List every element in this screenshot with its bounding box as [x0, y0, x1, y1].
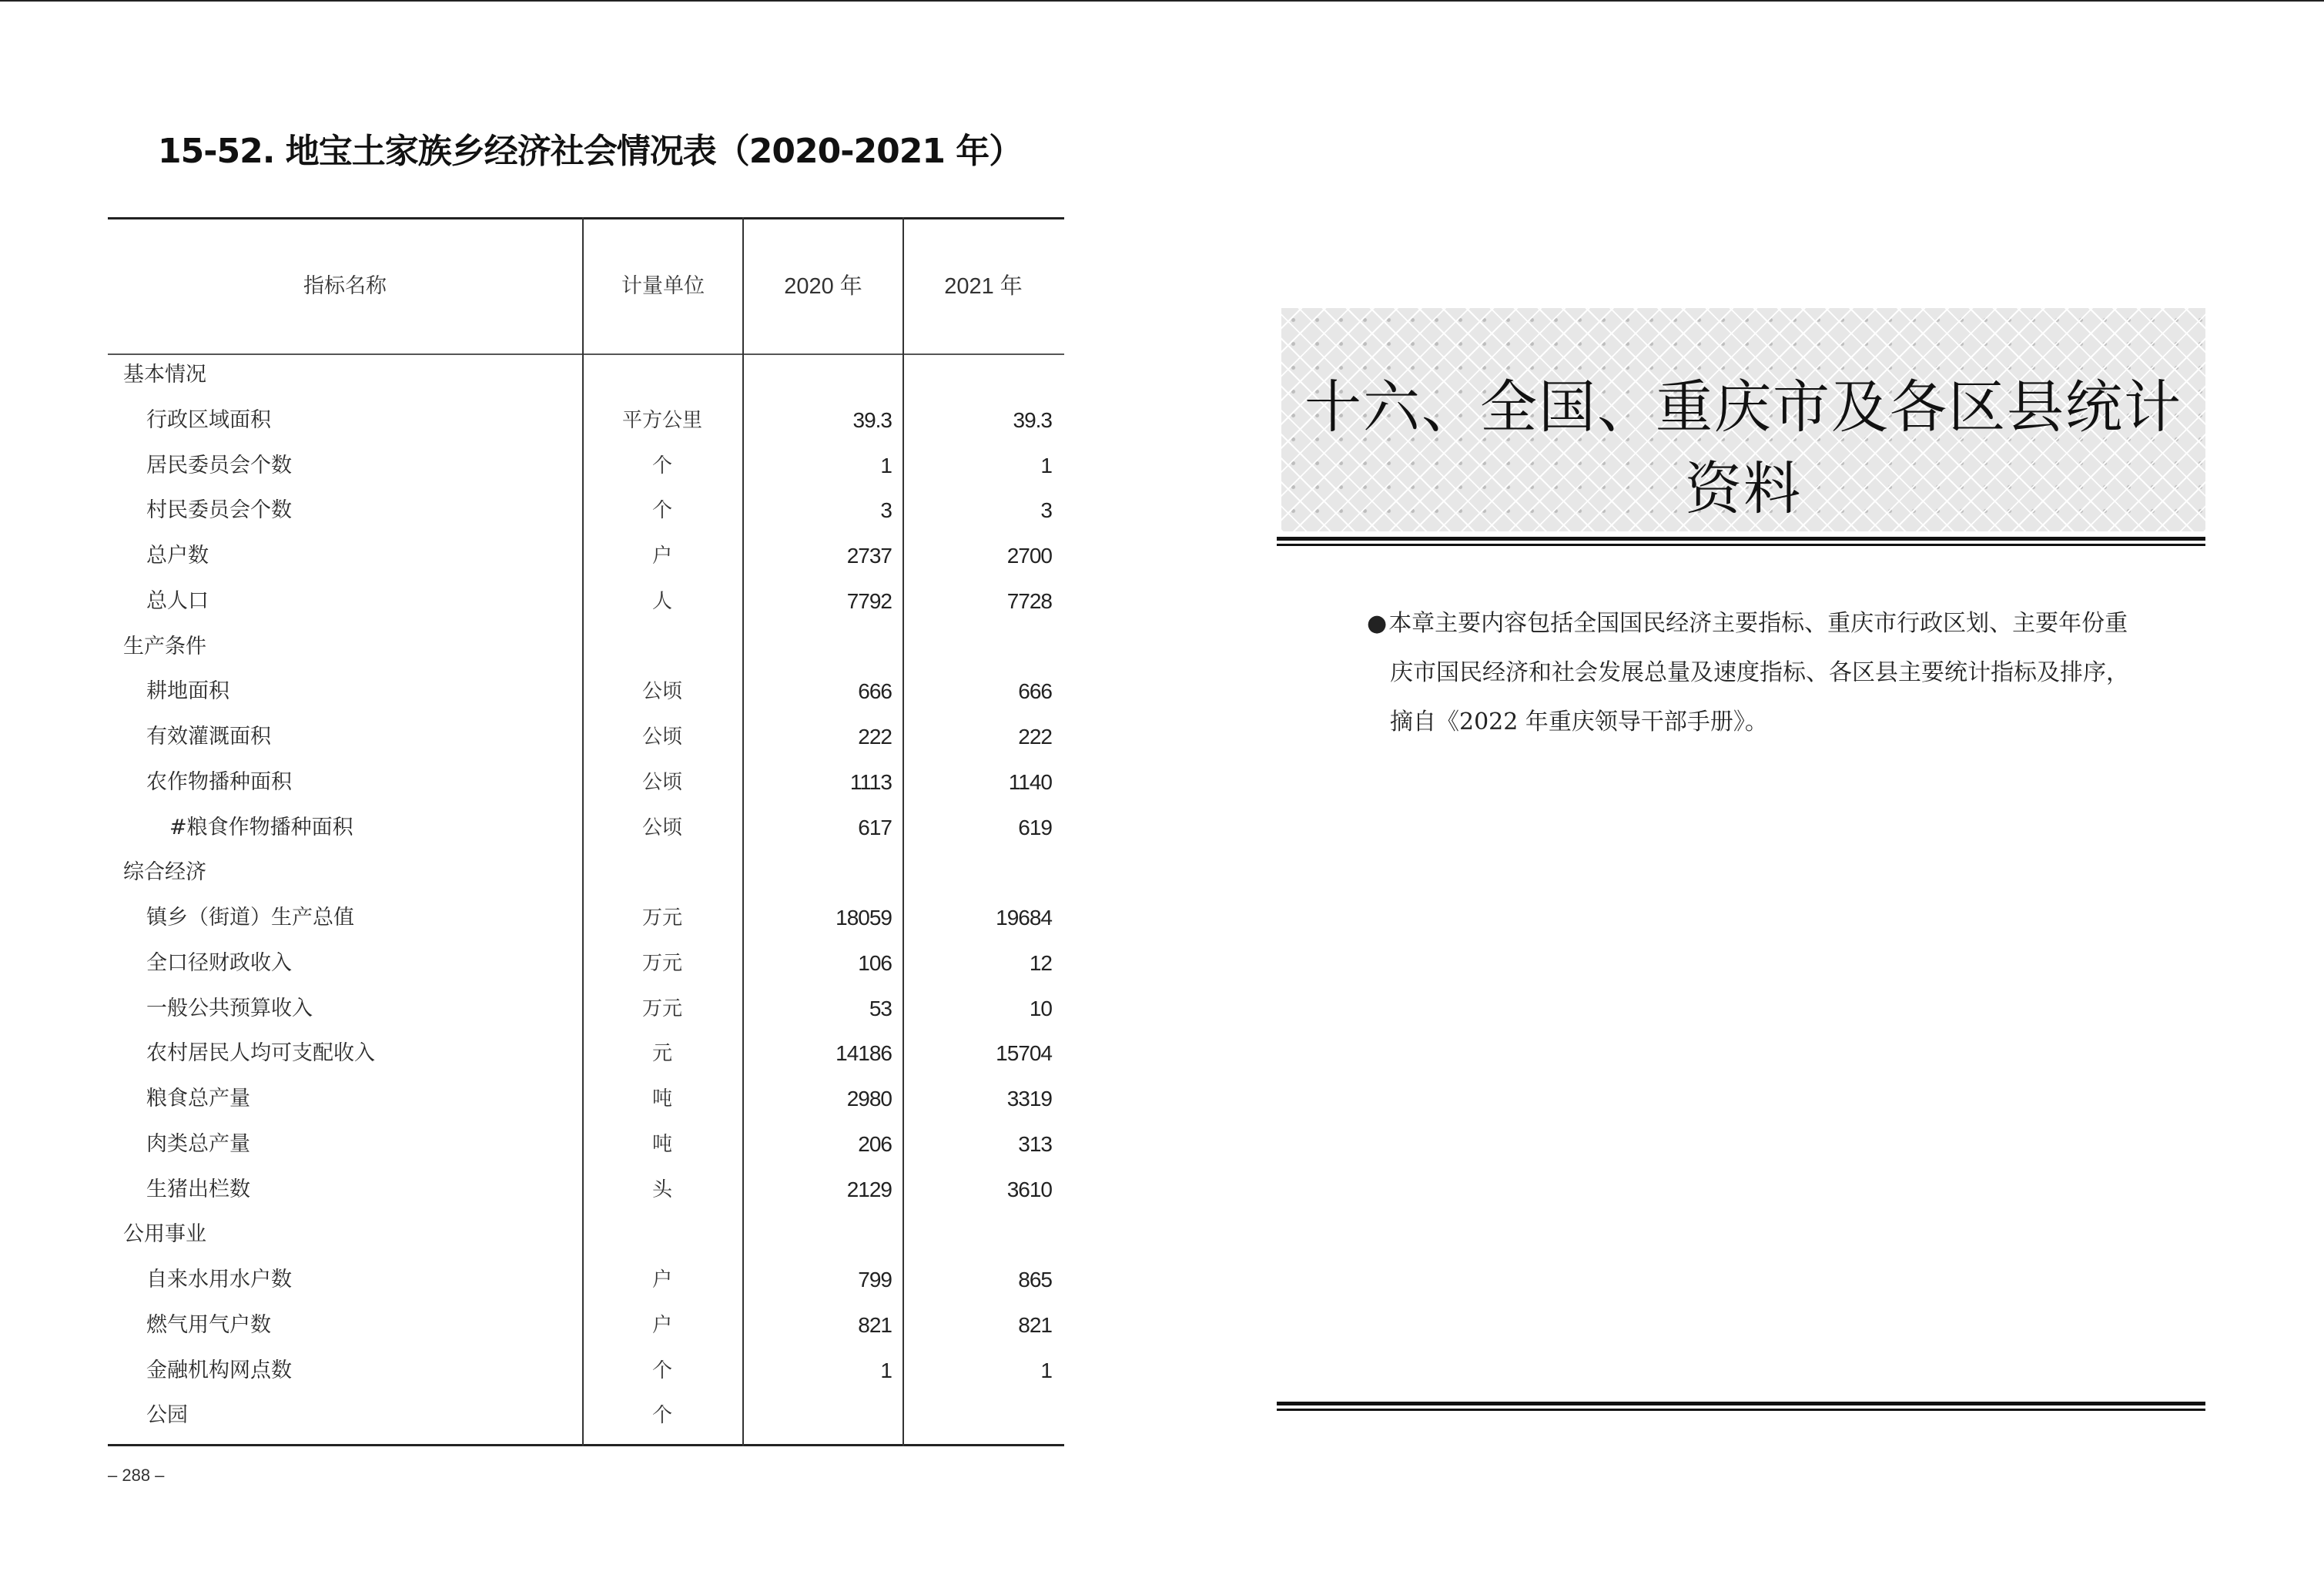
row-unit: 万元: [641, 906, 682, 930]
row-value-2020: [741, 850, 892, 896]
row-unit: 平方公里: [621, 408, 702, 432]
row-value-2021: [901, 850, 1052, 896]
row-unit: 户: [651, 1313, 672, 1337]
page-top-rule: [0, 0, 2324, 2]
table-row: [108, 669, 1064, 715]
row-unit: [584, 625, 741, 670]
row-value-2021: [901, 625, 1052, 670]
row-value-2021: [901, 1212, 1052, 1258]
row-value-2021: 3610: [1006, 1177, 1052, 1201]
row-value-2021: 1: [1040, 1358, 1052, 1382]
table-row: [108, 488, 1064, 534]
row-value-2021: 3: [1040, 498, 1052, 523]
row-unit: [584, 1212, 741, 1258]
row-unit: 吨: [651, 1132, 672, 1156]
row-value-2021: 7728: [1006, 588, 1052, 613]
table-row: [108, 1258, 1064, 1303]
row-unit: [584, 850, 741, 896]
row-value-2021: 2700: [1006, 544, 1052, 568]
row-value-2020: 1: [880, 453, 892, 477]
row-value-2021: [901, 353, 1052, 398]
row-value-2020: 106: [858, 950, 892, 975]
row-value-2021: 10: [1029, 996, 1052, 1020]
row-name: 居民委员会个数: [146, 453, 292, 477]
row-value-2020: 53: [869, 996, 892, 1020]
row-name: 基本情况: [123, 363, 206, 387]
table-title: 15-52. 地宝土家族乡经济社会情况表（2020-2021 年）: [158, 132, 1023, 171]
row-value-2020: 222: [858, 725, 892, 749]
chapter-rule-top: [1277, 537, 2205, 547]
table-row: [108, 398, 1064, 444]
row-value-2021: 821: [1018, 1312, 1052, 1337]
row-unit: 公顷: [641, 680, 682, 704]
row-value-2021: 666: [1018, 679, 1052, 704]
row-name: 生猪出栏数: [146, 1177, 250, 1201]
row-value-2020: 1113: [849, 769, 892, 794]
row-unit: 元: [651, 1042, 672, 1066]
row-value-2020: 206: [858, 1131, 892, 1156]
summary-line-3: 摘自《2022 年重庆领导干部手册》。: [1390, 709, 1768, 735]
row-unit: 公顷: [641, 770, 682, 794]
table-row: [108, 806, 1064, 851]
row-value-2020: [741, 1212, 892, 1258]
row-name: 村民委员会个数: [146, 498, 292, 523]
row-value-2021: 19684: [996, 906, 1052, 930]
row-name: 农作物播种面积: [146, 769, 292, 794]
row-unit: 个: [651, 1359, 672, 1382]
row-unit: 个: [651, 499, 672, 523]
row-value-2021: 313: [1018, 1131, 1052, 1156]
row-value-2021: 3319: [1006, 1087, 1052, 1111]
row-name: 粮食总产量: [146, 1087, 250, 1111]
row-unit: 户: [651, 544, 672, 568]
bullet-icon: ●: [1367, 610, 1388, 637]
row-unit: 头: [651, 1178, 672, 1201]
row-name: 燃气用气户数: [146, 1312, 271, 1337]
table-section-row: [108, 625, 1064, 670]
table-body: [108, 353, 1064, 1439]
row-name: 耕地面积: [146, 679, 229, 704]
row-value-2021: [901, 1393, 1052, 1439]
row-unit: 人: [651, 589, 672, 613]
row-value-2020: 821: [858, 1312, 892, 1337]
row-value-2020: 1: [880, 1358, 892, 1382]
row-name: 镇乡（街道）生产总值: [146, 906, 354, 930]
table-row: [108, 941, 1064, 987]
row-unit: 个: [651, 1404, 672, 1428]
chapter-title: 十六、全国、重庆市及各区县统计资料: [1304, 374, 2182, 522]
header-unit: 计量单位: [621, 274, 705, 298]
row-value-2020: 3: [880, 498, 892, 523]
row-value-2020: 2737: [846, 544, 892, 568]
row-value-2021: 39.3: [1013, 407, 1052, 432]
row-name: 农村居民人均可支配收入: [146, 1041, 375, 1066]
row-name: 一般公共预算收入: [146, 996, 313, 1020]
row-value-2021: 1: [1040, 453, 1052, 477]
table-row: [108, 1077, 1064, 1122]
header-year-2021: 2021 年: [944, 274, 1023, 299]
table-row: [108, 1031, 1064, 1077]
chapter-rule-bottom: [1277, 1402, 2205, 1412]
row-name: #粮食作物播种面积: [169, 815, 353, 839]
row-name: 行政区域面积: [146, 407, 271, 432]
row-unit: 吨: [651, 1087, 672, 1111]
row-name: 公用事业: [123, 1222, 206, 1247]
table-row: [108, 760, 1064, 806]
row-value-2020: [741, 625, 892, 670]
row-name: 全口径财政收入: [146, 950, 292, 975]
chapter-summary: [1367, 599, 2152, 747]
row-name: 综合经济: [123, 860, 206, 885]
table-bottom-rule: [108, 1444, 1064, 1446]
row-value-2020: 2980: [846, 1087, 892, 1111]
row-value-2020: 2129: [846, 1177, 892, 1201]
table-row: [108, 1122, 1064, 1168]
row-value-2020: 666: [858, 679, 892, 704]
table-section-row: [108, 850, 1064, 896]
row-value-2020: [741, 1393, 892, 1439]
table-row: [108, 715, 1064, 760]
row-value-2020: 14186: [836, 1041, 892, 1066]
table-row: [108, 1168, 1064, 1213]
table-section-row: [108, 1212, 1064, 1258]
row-value-2021: 12: [1029, 950, 1052, 975]
summary-line-2: 庆市国民经济和社会发展总量及速度指标、各区县主要统计指标及排序，: [1390, 659, 2129, 686]
row-unit: 万元: [641, 951, 682, 975]
row-value-2021: 222: [1018, 725, 1052, 749]
row-value-2021: 619: [1018, 815, 1052, 839]
row-name: 生产条件: [123, 634, 206, 658]
row-value-2021: 15704: [996, 1041, 1052, 1066]
row-name: 公园: [146, 1403, 188, 1428]
row-unit: 户: [651, 1268, 672, 1292]
table-row: [108, 579, 1064, 625]
row-unit: 公顷: [641, 816, 682, 839]
table-row: [108, 1348, 1064, 1394]
row-unit: [584, 353, 741, 398]
row-name: 金融机构网点数: [146, 1358, 292, 1382]
table-row: [108, 1393, 1064, 1439]
row-value-2020: [741, 353, 892, 398]
table-top-rule: [108, 217, 1064, 219]
row-value-2020: 18059: [836, 906, 892, 930]
table-row: [108, 896, 1064, 941]
row-value-2021: 1140: [1008, 769, 1052, 794]
summary-line-1: ●本章主要内容包括全国国民经济主要指标、重庆市行政区划、主要年份重: [1367, 610, 2128, 637]
row-unit: 个: [651, 454, 672, 477]
row-name: 肉类总产量: [146, 1131, 250, 1156]
row-name: 自来水用水户数: [146, 1268, 292, 1292]
row-value-2021: 865: [1018, 1268, 1052, 1292]
table-row: [108, 534, 1064, 579]
row-value-2020: 7792: [846, 588, 892, 613]
header-year-2020: 2020 年: [784, 274, 862, 299]
page-number: – 288 –: [108, 1466, 165, 1485]
table-row: [108, 987, 1064, 1032]
row-value-2020: 617: [858, 815, 892, 839]
row-unit: 万元: [641, 997, 682, 1020]
row-name: 总人口: [146, 588, 209, 613]
table-row: [108, 444, 1064, 489]
table-row: [108, 1303, 1064, 1348]
row-value-2020: 39.3: [852, 407, 892, 432]
row-unit: 公顷: [641, 725, 682, 749]
table-section-row: [108, 353, 1064, 398]
row-name: 有效灌溉面积: [146, 725, 271, 749]
row-value-2020: 799: [858, 1268, 892, 1292]
statistics-table: [108, 217, 1064, 1446]
header-indicator-name: 指标名称: [303, 274, 387, 298]
row-name: 总户数: [146, 544, 209, 568]
